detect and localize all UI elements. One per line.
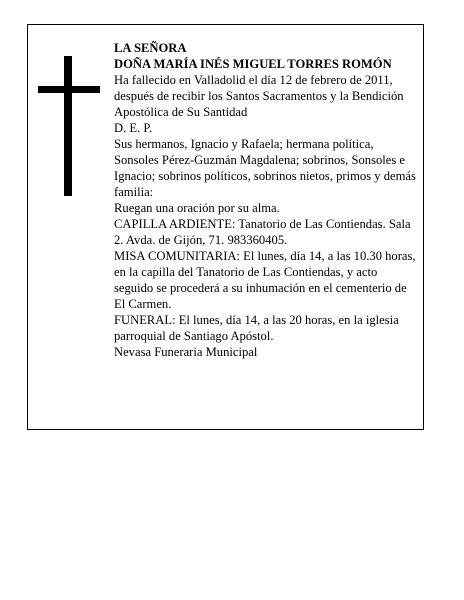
family-line: Sus hermanos, Ignacio y Rafaela; hermana política, Sonsoles Pérez-Guzmán Magdalena; sobrinos, Sonsoles e Ignacio; sobrinos políticos, sobrinos nietos, primos y demás familia: xyxy=(114,137,416,199)
funeral-info: FUNERAL: El lunes, día 14, a las 20 horas, en la iglesia parroquial de Santiago Apóstol. xyxy=(114,313,399,343)
prayer-request: Ruegan una oración por su alma. xyxy=(114,201,280,215)
funeral-home: Nevasa Funeraria Municipal xyxy=(114,345,258,359)
obituary-text xyxy=(114,40,419,360)
dep-line: D. E. P. xyxy=(114,121,153,135)
capilla-ardiente: CAPILLA ARDIENTE: Tanatorio de Las Contiendas. Sala 2. Avda. de Gijón, 71. 983360405. xyxy=(114,217,411,247)
cross-vertical-bar xyxy=(64,56,72,196)
death-notice: Ha fallecido en Valladolid el día 12 de febrero de 2011, después de recibir los Santos Sacramentos y la Bendición Apostólica de Su Santidad xyxy=(114,73,404,119)
deceased-name: DOÑA MARÍA INÉS MIGUEL TORRES ROMÓN xyxy=(114,57,392,71)
latin-cross-icon xyxy=(38,56,100,196)
cross-horizontal-bar xyxy=(38,86,100,93)
misa-comunitaria: MISA COMUNITARIA: El lunes, día 14, a las 10.30 horas, en la capilla del Tanatorio de Las Contiendas, y acto seguido se procederá a su inhumación en el cementerio de El Carmen. xyxy=(114,249,416,311)
notice-title: LA SEÑORA xyxy=(114,41,187,55)
